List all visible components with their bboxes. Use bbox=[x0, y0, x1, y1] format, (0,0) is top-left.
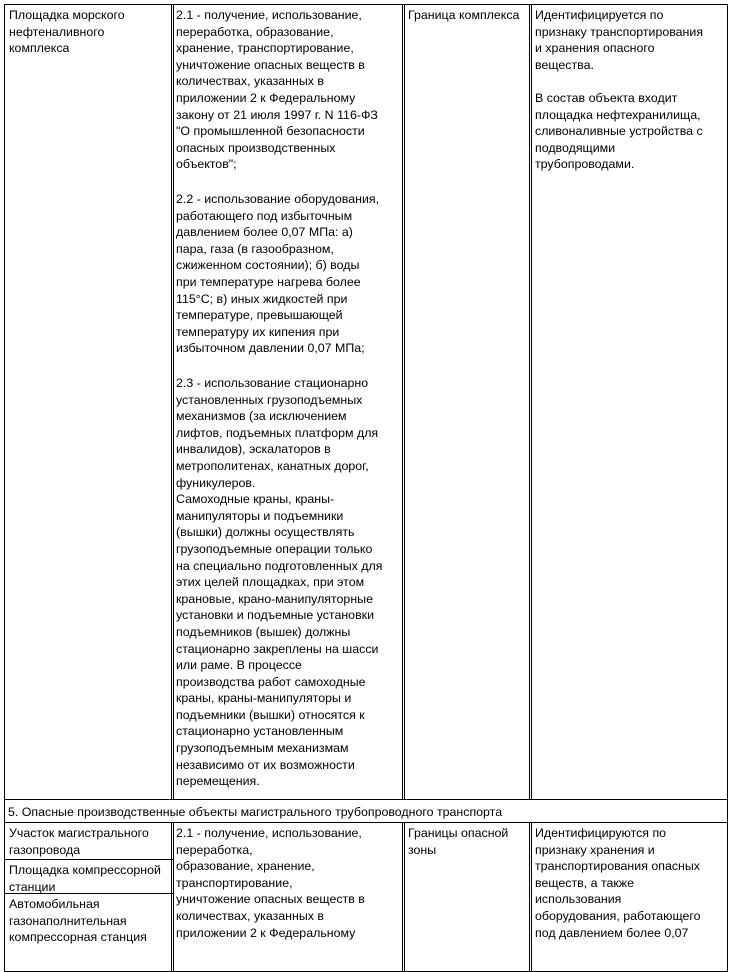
row2-boundary-text: Границы опасной зоны bbox=[408, 826, 509, 857]
row1-criteria-2-1: 2.1 - получение, использование, переработка, образование, хранение, транспортирование, уничтожение опасных веществ в количествах, указанных в приложении 2 к Федеральному закону от 21 июля 1997 г. N 116-ФЗ "О промышленной безопасности опасных производственных объектов"; bbox=[176, 8, 378, 172]
row1-boundary-text: Граница комплекса bbox=[408, 8, 520, 22]
row2-object-1: Участок магистрального газопровода bbox=[9, 826, 149, 857]
row2-criteria-text: 2.1 - получение, использование, переработка, образование, хранение, транспортирование, уничтожение опасных веществ в количествах, указанных в приложении 2 к Федеральному bbox=[176, 826, 365, 940]
row2-object-divider bbox=[4, 859, 174, 860]
row1-object-text: Площадка морского нефтеналивного комплекса bbox=[9, 8, 125, 56]
row1-criteria-2-3: 2.3 - использование стационарно установленных грузоподъемных механизмов (за исключением лифтов, подъемных платформ для инвалидов), эскалаторов в метрополитенах, канатных дорог, фуникулеров. Самоходные краны, краны- манипуляторы и подъемники (вышки) должны осуществлять грузоподъемные операции только на специально подготовленных для этих целей площадках, при этом крановые, крано-манипуляторные установки и подъемные установки подъемников (вышек) должны стационарно закреплены на шасси или раме. В процессе производства работ самоходные краны, краны-манипуляторы и подъемники (вышки) относятся к стационарно установленным грузоподъемным механизмам независимо от их возможности перемещения. bbox=[176, 376, 383, 789]
row2-object-2: Площадка компрессорной станции bbox=[9, 863, 161, 894]
row2-note-text: Идентифицируются по признаку хранения и транспортирования опасных веществ, а также использования оборудования, работающего под давлением более 0,07 bbox=[535, 826, 701, 940]
row1-object-cell bbox=[4, 4, 174, 800]
row2-object-3: Автомобильная газонаполнительная компрессорная станция bbox=[9, 897, 147, 945]
section5-heading: 5. Опасные производственные объекты магистрального трубопроводного транспорта bbox=[8, 805, 503, 819]
row1-note-text: Идентифицируется по признаку транспортирования и хранения опасного вещества. В состав объекта входит площадка нефтехранилища, сливоналивные устройства с подводящими трубопроводами. bbox=[535, 8, 704, 172]
row1-criteria-2-2: 2.2 - использование оборудования, работающего под избыточным давлением более 0,07 МПа: а) пара, газа (в газообразном, сжиженном состоянии); б) воды при температуре нагрева более 115°С; в) иных жидкостей при температуре, превышающей температуру их кипения при избыточном давлении 0,07 МПа; bbox=[176, 192, 380, 356]
row1-boundary-cell bbox=[402, 4, 532, 800]
